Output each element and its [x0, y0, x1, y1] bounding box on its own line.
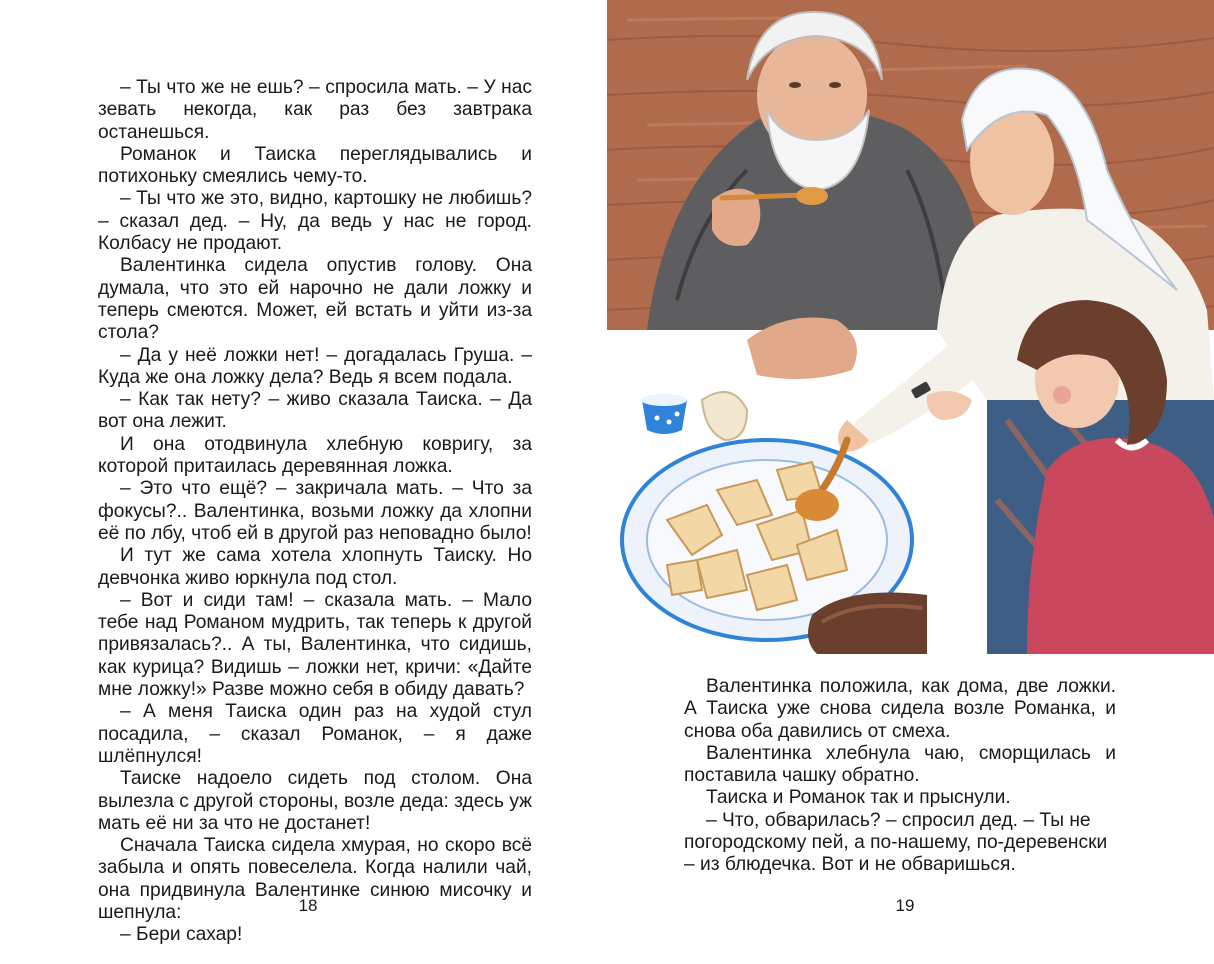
paragraph: Таиска и Романок так и прыснули.: [706, 787, 1011, 809]
paragraph: – Вот и сиди там! – сказала мать. – Мало тебе над Романом мудрить, так теперь к другой привязалась?.. А ты, Валентинка, что сидишь, как курица? Видишь – ложки нет, кричи: «Дайте мне ложку!» Разве можно себя в обиду давать?: [98, 589, 532, 701]
paragraph: – Бери сахар!: [120, 924, 243, 946]
paragraph: – Ты что же это, видно, картошку не любишь? – сказал дед. – Ну, да ведь у нас не город. Колбасу не продают.: [98, 188, 532, 255]
girl-dress: [1027, 438, 1214, 654]
family-meal-illustration: [607, 0, 1214, 654]
paragraph: – Это что ещё? – закричала мать. – Что за фокусы?.. Валентинка, возьми ложку да хлопни её по лбу, чтоб ей в другой раз неповадно было!: [98, 478, 532, 544]
paragraph: Валентинка хлебнула чаю, сморщилась и поставила чашку обратно.: [684, 742, 1116, 787]
paragraph: – А меня Таиска один раз на худой стул посадила, – сказал Романок, – я даже шлёпнулся!: [98, 701, 532, 767]
spoon-handle: [722, 195, 802, 198]
page-number-right: 19: [895, 896, 915, 915]
right-page-text: [684, 676, 1116, 877]
left-page-text: [98, 77, 532, 947]
paragraph: – Ты что же не ешь? – спросила мать. – У нас зевать некогда, как раз без завтрака останешься.: [98, 77, 532, 143]
paragraph: И тут же сама хотела хлопнуть Таиску. Но девчонка живо юркнула под стол.: [98, 545, 532, 589]
paragraph: Валентинка положила, как дома, две ложки. А Таиска уже снова сидела возле Романка, и снова оба давились от смеха.: [684, 676, 1116, 742]
spoon-bowl: [796, 187, 828, 205]
paragraph: И она отодвинула хлебную ковригу, за которой притаилась деревянная ложка.: [98, 433, 532, 478]
page-number-left: 18: [298, 896, 318, 915]
paragraph: Сначала Таиска сидела хмурая, но скоро всё забыла и опять повеселела. Когда налили чай, она придвинула Валентинке синюю мисочку и шепнула:: [98, 835, 532, 923]
paragraph: Романок и Таиска переглядывались и потихоньку смеялись чему-то.: [98, 143, 532, 188]
paragraph: Валентинка сидела опустив голову. Она думала, что это ей нарочно не дали ложку и теперь смеются. Может, ей встать и уйти из-за стола?: [98, 255, 532, 344]
paragraph: – Как так нету? – живо сказала Таиска. – Да вот она лежит.: [98, 389, 532, 433]
paragraph: – Что, обварилась? – спросил дед. – Ты не погородскому пей, а по-нашему, по-деревенски – из блюдечка. Вот и не обваришься.: [684, 809, 1108, 876]
paragraph: – Да у неё ложки нет! – догадалась Груша. – Куда же она ложку дела? Ведь я всем подала.: [98, 344, 532, 388]
paragraph: Таиске надоело сидеть под столом. Она вылезла с другой стороны, возле деда: здесь уж мать её ни за что не достанет!: [98, 768, 532, 834]
